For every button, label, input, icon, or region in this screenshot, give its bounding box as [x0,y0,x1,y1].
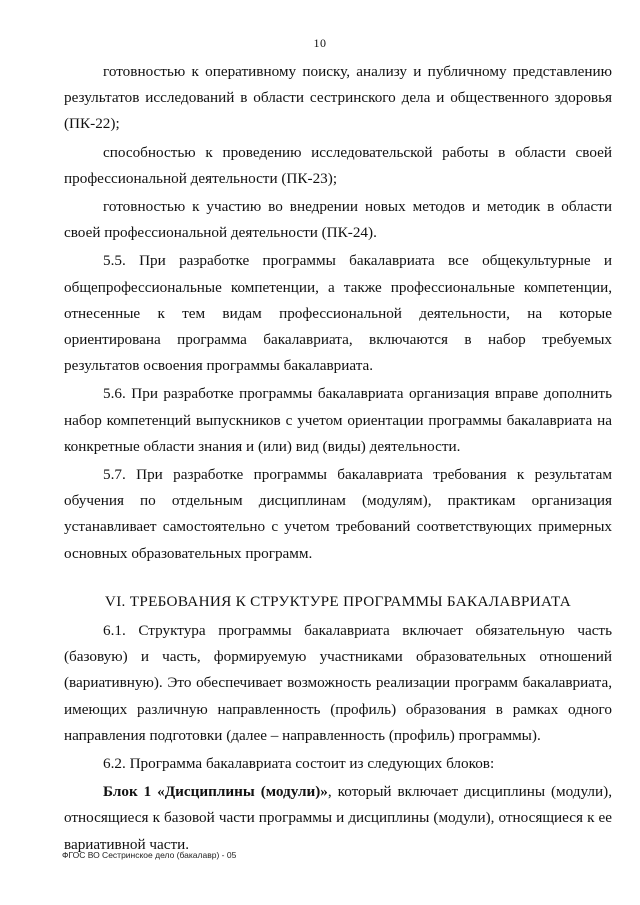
paragraph-5-6: 5.6. При разработке программы бакалавриата организация вправе дополнить набор компетенций выпускников с учетом ориентации программы бакалавриата на конкретные области знания и (или) вид (виды) деятельности. [64,385,612,455]
paragraph-pk22: готовностью к оперативному поиску, анализу и публичному представлению результатов исследований в области сестринского дела и общественного здоровья (ПК-22); [64,63,612,133]
paragraph-5-5: 5.5. При разработке программы бакалавриата все общекультурные и общепрофессиональные компетенции, а также профессиональные компетенции, отнесенные к тем видам профессиональной деятельности, на которые ориентирована программа бакалавриата, включаются в набор требуемых результатов освоения программы бакалавриата. [64,252,612,375]
page-number: 10 [313,36,327,50]
document-footer: ФГОС ВО Сестринское дело (бакалавр) - 05 [62,850,237,860]
block-1-text: , который включает дисциплины (модули), относящиеся к базовой части программы и дисциплины (модули), относящиеся к ее вариативной части. [64,783,612,853]
paragraph-6-2: 6.2. Программа бакалавриата состоит из следующих блоков: [103,755,495,773]
paragraph-6-1: 6.1. Структура программы бакалавриата включает обязательную часть (базовую) и часть, формируемую участниками образовательных отношений (вариативную). Это обеспечивает возможность реализации программ бакалавриата, имеющих различную направленность (профиль) образования в рамках одного направления подготовки (далее – направленность (профиль) программы). [64,622,612,744]
paragraph-pk23: способностью к проведению исследовательской работы в области своей профессиональной деятельности (ПК-23); [64,143,612,187]
paragraph-pk24: готовностью к участию во внедрении новых методов и методик в области своей профессиональной деятельности (ПК-24). [64,198,612,242]
block-1-title: Блок 1 «Дисциплины (модули)» [103,783,328,801]
paragraph-block-1 [64,779,612,858]
paragraph-5-7: 5.7. При разработке программы бакалавриата требования к результатам обучения по отдельным дисциплинам (модулям), практикам организация устанавливает самостоятельно с учетом требований соответствующих примерных основных образовательных программ. [64,466,612,562]
section-heading: VI. ТРЕБОВАНИЯ К СТРУКТУРЕ ПРОГРАММЫ БАКАЛАВРИАТА [104,592,572,610]
page-content [64,59,612,858]
